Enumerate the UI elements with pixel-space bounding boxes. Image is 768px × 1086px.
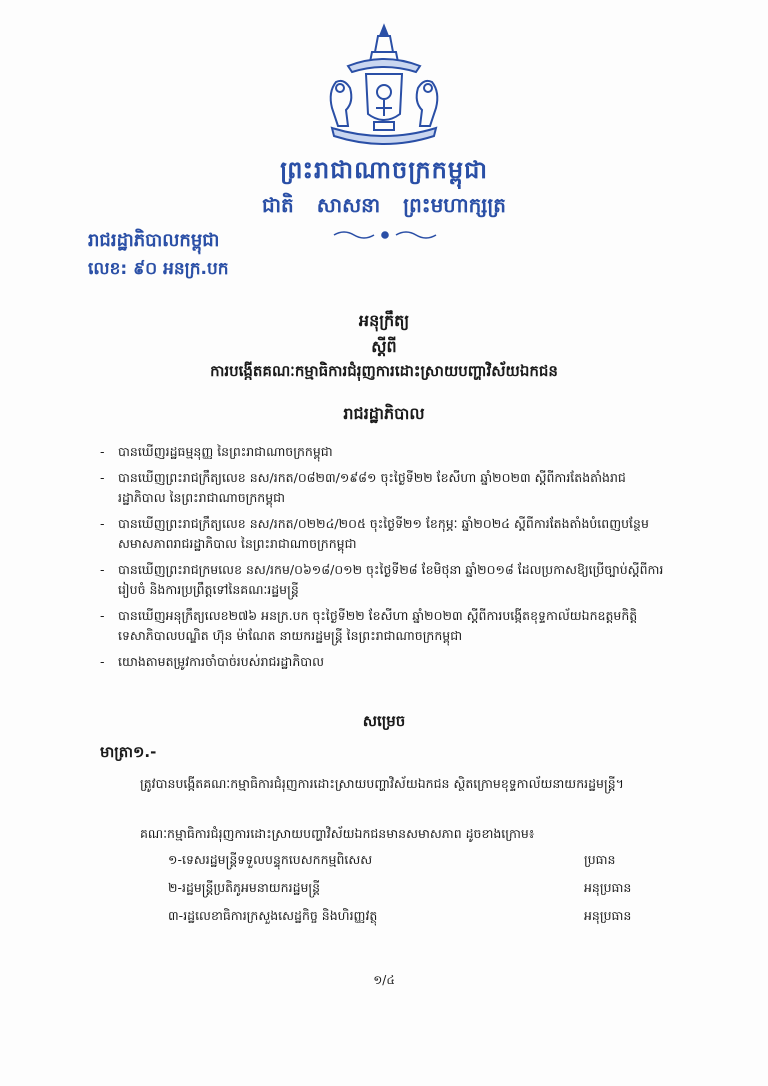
member-name: ១-ទេសរដ្ឋមន្ត្រីទទួលបន្ទុកបេសកកម្មពិសេស	[168, 852, 373, 867]
national-motto: ជាតិ សាសនា ព្រះមហាក្សត្រ	[262, 193, 506, 217]
recital-item: - បានឃើញរដ្ឋធម្មនុញ្ញ នៃព្រះរាជាណាចក្រកម្ពុជា	[98, 442, 664, 462]
decision-heading: សម្រេច	[362, 712, 406, 730]
member-row	[168, 852, 668, 871]
recital-item: - យោងតាមតម្រូវការចាំបាច់របស់រាជរដ្ឋាភិបាល	[98, 652, 664, 672]
recital-item: - បានឃើញព្រះរាជក្រឹត្យលេខ នស/រកត/០២២៤/២០៥ ចុះថ្ងៃទី២១ ខែកុម្ភៈ ឆ្នាំ២០២៤ ស្ដីពីការតែងតាំងបំពេញបន្ថែមសមាសភាពរាជរដ្ឋាភិបាល នៃព្រះរាជាណាចក្រកម្ពុជា	[98, 514, 664, 554]
reference-number: លេខ: ៩០ អនក្រ.បក	[88, 259, 229, 279]
page-number: ១/៤	[373, 973, 395, 987]
royal-arms-emblem-icon	[318, 22, 450, 152]
member-row	[168, 880, 668, 899]
issuer: រាជរដ្ឋាភិបាល	[343, 404, 425, 423]
member-role: ប្រធាន	[584, 852, 616, 867]
recital-item: - បានឃើញព្រះរាជក្រមលេខ នស/រកម/០៦១៨/០១២ ចុះថ្ងៃទី២៨ ខែមិថុនា ឆ្នាំ២០១៨ ដែលប្រកាសឱ្យប្រើច្បាប់ស្ដីពីការរៀបចំ និងការប្រព្រឹត្តទៅនៃគណៈរដ្ឋមន្ត្រី	[98, 560, 664, 600]
recital-item: - បានឃើញព្រះរាជក្រឹត្យលេខ នស/រកត/០៨២៣/១៩៨១ ចុះថ្ងៃទី២២ ខែសីហា ឆ្នាំ២០២៣ ស្ដីពីការតែងតាំងរាជរដ្ឋាភិបាល នៃព្រះរាជាណាចក្រកម្ពុជា	[98, 468, 664, 508]
about-label: ស្ដីពី	[371, 337, 397, 356]
recital-item: - បានឃើញអនុក្រឹត្យលេខ២៧៦ អនក្រ.បក ចុះថ្ងៃទី២២ ខែសីហា ឆ្នាំ២០២៣ ស្ដីពីការបង្កើតខុទ្ទកាល័យឯកឧត្តមកិត្តិទេសាភិបាលបណ្ឌិត ហ៊ុន ម៉ាណែត នាយករដ្ឋមន្ត្រី នៃព្រះរាជាណាចក្រកម្ពុជា	[98, 606, 664, 646]
recitals-list	[98, 442, 664, 678]
article-paragraph: ត្រូវបានបង្កើតគណៈកម្មាធិការជំរុញការដោះស្រាយបញ្ហាវិស័យឯកជន ស្ថិតក្រោមខុទ្ទកាល័យនាយករដ្ឋមន្ត្រី។	[140, 776, 624, 791]
member-row	[168, 908, 668, 927]
article-heading: មាត្រា១.-	[100, 743, 157, 761]
document-type: អនុក្រឹត្យ	[358, 311, 410, 330]
member-role: អនុប្រធាន	[584, 908, 632, 923]
document-subject: ការបង្កើតគណៈកម្មាធិការជំរុញការដោះស្រាយបញ្ហាវិស័យឯកជន	[210, 362, 558, 380]
ornament-divider-icon	[330, 228, 440, 242]
government-name: រាជរដ្ឋាភិបាលកម្ពុជា	[88, 230, 220, 251]
kingdom-title: ព្រះរាជាណាចក្រកម្ពុជា	[280, 156, 488, 184]
article-paragraph: គណៈកម្មាធិការជំរុញការដោះស្រាយបញ្ហាវិស័យឯកជនមានសមាសភាព ដូចខាងក្រោម៖	[140, 826, 535, 841]
member-name: ៣-រដ្ឋលេខាធិការក្រសួងសេដ្ឋកិច្ច និងហិរញ្ញវត្ថុ	[168, 908, 378, 923]
member-name: ២-រដ្ឋមន្ត្រីប្រតិភូអមនាយករដ្ឋមន្ត្រី	[168, 880, 321, 895]
member-role: អនុប្រធាន	[584, 880, 632, 895]
